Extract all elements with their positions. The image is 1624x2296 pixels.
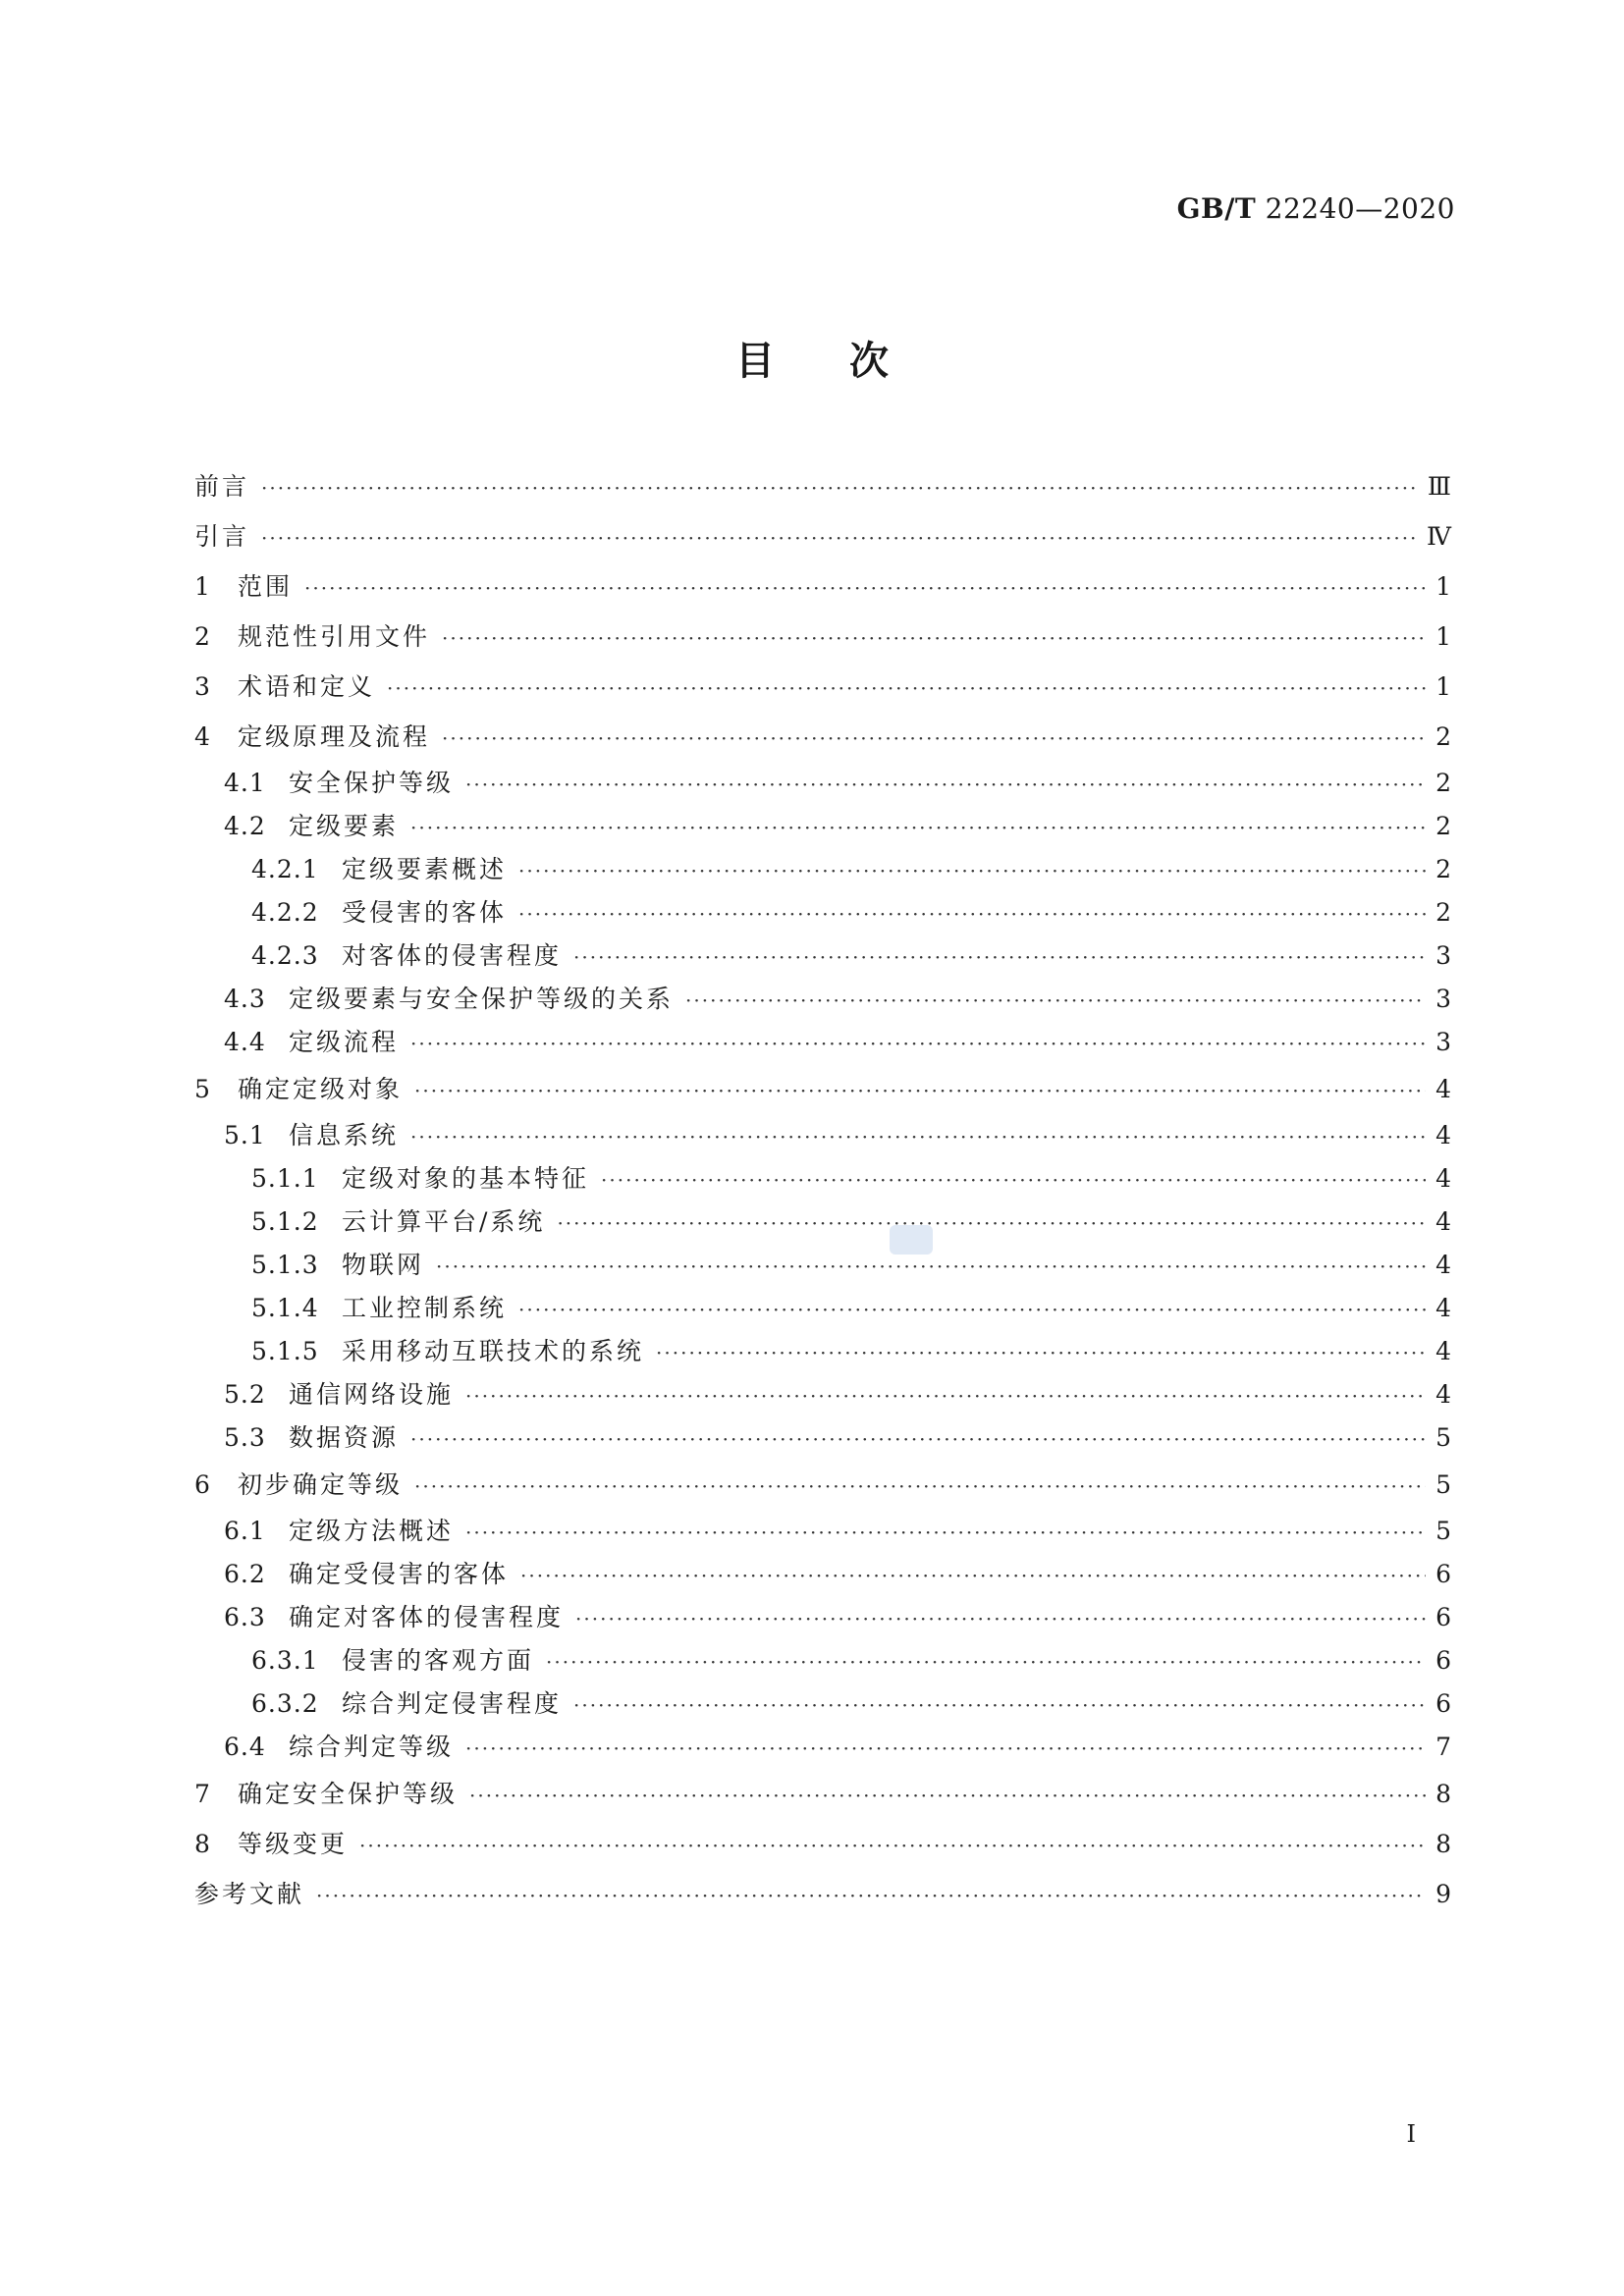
toc-entry-title: 定级流程 bbox=[289, 1028, 400, 1056]
toc-entry[interactable] bbox=[194, 1114, 1451, 1157]
toc-entry-title: 通信网络设施 bbox=[289, 1380, 455, 1409]
toc-leader-dots bbox=[465, 763, 1426, 806]
toc-entry-title: 定级要素概述 bbox=[342, 855, 508, 883]
toc-entry-page: 3 bbox=[1435, 1028, 1451, 1056]
toc-entry-page: 1 bbox=[1435, 672, 1451, 701]
toc-entry-title: 定级对象的基本特征 bbox=[342, 1164, 590, 1193]
toc-entry[interactable] bbox=[194, 1639, 1451, 1682]
toc-entry-title: 参考文献 bbox=[194, 1880, 305, 1908]
toc-entry-title: 确定对客体的侵害程度 bbox=[289, 1603, 565, 1631]
toc-entry-number: 7 bbox=[194, 1780, 211, 1808]
toc-entry-page: 8 bbox=[1435, 1780, 1451, 1808]
toc-leader-dots bbox=[316, 1871, 1426, 1921]
standard-prefix: GB/T bbox=[1176, 192, 1257, 225]
toc-leader-dots bbox=[575, 1597, 1426, 1640]
toc-leader-dots bbox=[410, 1417, 1426, 1461]
toc-entry[interactable] bbox=[194, 1021, 1451, 1064]
toc-entry-page: 4 bbox=[1435, 1121, 1451, 1149]
toc-entry-number: 3 bbox=[194, 672, 211, 701]
toc-entry-number: 6.4 bbox=[224, 1733, 266, 1761]
toc-leader-dots bbox=[387, 664, 1426, 714]
toc-leader-dots bbox=[414, 1462, 1426, 1512]
toc-entry-number: 6.3.2 bbox=[251, 1689, 319, 1718]
toc-leader-dots bbox=[469, 1771, 1426, 1821]
toc-entry-title: 初步确定等级 bbox=[238, 1470, 404, 1499]
toc-entry-number: 5.1 bbox=[224, 1121, 266, 1149]
toc-entry-title: 范围 bbox=[238, 572, 294, 601]
toc-entry-number: 5 bbox=[194, 1075, 211, 1103]
toc-entry-page: 9 bbox=[1435, 1880, 1451, 1908]
toc-entry-page: 5 bbox=[1435, 1423, 1451, 1452]
toc-entry-page: 4 bbox=[1435, 1207, 1451, 1236]
toc-entry[interactable] bbox=[194, 1510, 1451, 1553]
toc-entry-title: 采用移动互联技术的系统 bbox=[342, 1337, 645, 1365]
watermark-mark bbox=[890, 1225, 933, 1255]
toc-entry-page: 2 bbox=[1435, 898, 1451, 927]
toc-entry-number: 4.2.3 bbox=[251, 941, 319, 970]
toc-leader-dots bbox=[465, 1511, 1426, 1554]
toc-leader-dots bbox=[442, 714, 1426, 764]
toc-entry-number: 4.2 bbox=[224, 812, 266, 840]
toc-entry[interactable] bbox=[194, 1682, 1451, 1726]
toc-entry-number: 4 bbox=[194, 722, 211, 751]
toc-entry-number: 4.4 bbox=[224, 1028, 266, 1056]
toc-leader-dots bbox=[601, 1158, 1426, 1201]
toc-leader-dots bbox=[518, 892, 1426, 935]
toc-entry[interactable] bbox=[194, 712, 1451, 762]
toc-entry-page: 5 bbox=[1435, 1470, 1451, 1499]
toc-entry[interactable] bbox=[194, 612, 1451, 662]
toc-entry-page: 6 bbox=[1435, 1689, 1451, 1718]
toc-leader-dots bbox=[261, 463, 1418, 513]
toc-entry[interactable] bbox=[194, 561, 1451, 612]
toc-entry-title: 规范性引用文件 bbox=[238, 622, 431, 651]
toc-entry-title: 确定受侵害的客体 bbox=[289, 1560, 510, 1588]
toc-entry-number: 6.1 bbox=[224, 1517, 266, 1545]
toc-entry[interactable] bbox=[194, 978, 1451, 1021]
toc-entry-number: 6 bbox=[194, 1470, 211, 1499]
toc-entry[interactable] bbox=[194, 511, 1451, 561]
toc-entry-title: 云计算平台/系统 bbox=[342, 1207, 546, 1236]
toc-entry-page: 5 bbox=[1435, 1517, 1451, 1545]
toc-entry[interactable] bbox=[194, 1330, 1451, 1373]
toc-entry-page: 4 bbox=[1435, 1164, 1451, 1193]
toc-entry[interactable] bbox=[194, 1157, 1451, 1201]
toc-leader-dots bbox=[410, 1115, 1426, 1158]
toc-entry[interactable] bbox=[194, 848, 1451, 891]
toc-entry[interactable] bbox=[194, 1416, 1451, 1460]
standard-number bbox=[1177, 192, 1455, 225]
toc-entry-number: 4.2.1 bbox=[251, 855, 319, 883]
toc-entry-title: 确定安全保护等级 bbox=[238, 1780, 459, 1808]
toc-leader-dots bbox=[520, 1554, 1426, 1597]
toc-leader-dots bbox=[304, 563, 1426, 614]
toc-entry-title: 定级要素 bbox=[289, 812, 400, 840]
toc-entry-title: 信息系统 bbox=[289, 1121, 400, 1149]
standard-code: 22240—2020 bbox=[1265, 192, 1455, 225]
toc-entry-number: 5.1.1 bbox=[251, 1164, 319, 1193]
toc-entry-title: 定级原理及流程 bbox=[238, 722, 431, 751]
toc-leader-dots bbox=[465, 1727, 1426, 1770]
toc-leader-dots bbox=[656, 1331, 1426, 1374]
toc-leader-dots bbox=[573, 935, 1426, 979]
toc-entry-page: 6 bbox=[1435, 1603, 1451, 1631]
toc-leader-dots bbox=[573, 1683, 1426, 1727]
toc-entry[interactable] bbox=[194, 1244, 1451, 1287]
toc-entry-page: 2 bbox=[1435, 769, 1451, 797]
toc-entry-number: 4.2.2 bbox=[251, 898, 319, 927]
toc-leader-dots bbox=[557, 1201, 1426, 1245]
toc-entry-title: 术语和定义 bbox=[238, 672, 376, 701]
toc-leader-dots bbox=[518, 1288, 1426, 1331]
toc-entry-number: 6.3 bbox=[224, 1603, 266, 1631]
toc-entry-title: 侵害的客观方面 bbox=[342, 1646, 535, 1675]
toc-entry[interactable] bbox=[194, 805, 1451, 848]
toc-entry-number: 4.3 bbox=[224, 985, 266, 1013]
toc-entry-page: 6 bbox=[1435, 1560, 1451, 1588]
toc-entry[interactable] bbox=[194, 1064, 1451, 1114]
toc-entry-number: 5.3 bbox=[224, 1423, 266, 1452]
toc-entry-title: 前言 bbox=[194, 472, 250, 501]
toc-leader-dots bbox=[465, 1374, 1426, 1417]
toc-entry[interactable] bbox=[194, 662, 1451, 712]
toc-entry[interactable] bbox=[194, 1819, 1451, 1869]
toc-leader-dots bbox=[410, 1022, 1426, 1065]
table-of-contents bbox=[194, 461, 1451, 1919]
toc-entry-page: 2 bbox=[1435, 855, 1451, 883]
toc-entry-number: 8 bbox=[194, 1830, 211, 1858]
toc-entry-page: 8 bbox=[1435, 1830, 1451, 1858]
toc-leader-dots bbox=[414, 1066, 1426, 1116]
toc-entry-page: 2 bbox=[1435, 722, 1451, 751]
toc-entry-number: 6.2 bbox=[224, 1560, 266, 1588]
toc-entry[interactable] bbox=[194, 461, 1451, 511]
toc-entry[interactable] bbox=[194, 1553, 1451, 1596]
toc-entry-title: 受侵害的客体 bbox=[342, 898, 508, 927]
toc-entry-number: 4.1 bbox=[224, 769, 266, 797]
page-title: 目次 bbox=[735, 338, 963, 384]
toc-leader-dots bbox=[261, 513, 1417, 563]
toc-entry[interactable] bbox=[194, 1287, 1451, 1330]
toc-entry-page: 3 bbox=[1435, 941, 1451, 970]
toc-leader-dots bbox=[410, 806, 1426, 849]
toc-entry-page: 4 bbox=[1435, 1337, 1451, 1365]
toc-entry-page: 2 bbox=[1435, 812, 1451, 840]
toc-entry-title: 安全保护等级 bbox=[289, 769, 455, 797]
toc-leader-dots bbox=[518, 849, 1426, 892]
toc-entry-page: 4 bbox=[1435, 1380, 1451, 1409]
toc-entry-title: 综合判定侵害程度 bbox=[342, 1689, 563, 1718]
toc-entry-page: 3 bbox=[1435, 985, 1451, 1013]
toc-entry-page: 1 bbox=[1435, 622, 1451, 651]
toc-entry[interactable] bbox=[194, 891, 1451, 934]
toc-entry-title: 物联网 bbox=[342, 1251, 425, 1279]
toc-entry-title: 确定定级对象 bbox=[238, 1075, 404, 1103]
toc-entry-title: 定级要素与安全保护等级的关系 bbox=[289, 985, 675, 1013]
toc-entry-number: 6.3.1 bbox=[251, 1646, 319, 1675]
toc-entry-number: 5.1.2 bbox=[251, 1207, 319, 1236]
toc-entry-title: 工业控制系统 bbox=[342, 1294, 508, 1322]
toc-entry[interactable] bbox=[194, 934, 1451, 978]
toc-leader-dots bbox=[685, 979, 1426, 1022]
toc-entry-title: 对客体的侵害程度 bbox=[342, 941, 563, 970]
toc-leader-dots bbox=[442, 614, 1426, 664]
toc-entry[interactable] bbox=[194, 1373, 1451, 1416]
toc-entry-number: 2 bbox=[194, 622, 211, 651]
toc-entry[interactable] bbox=[194, 1726, 1451, 1769]
toc-entry-page: Ⅳ bbox=[1427, 522, 1451, 551]
toc-entry-page: 4 bbox=[1435, 1075, 1451, 1103]
toc-entry-number: 5.1.5 bbox=[251, 1337, 319, 1365]
toc-entry-number: 5.2 bbox=[224, 1380, 266, 1409]
toc-entry-title: 定级方法概述 bbox=[289, 1517, 455, 1545]
toc-leader-dots bbox=[359, 1821, 1426, 1871]
toc-entry-title: 等级变更 bbox=[238, 1830, 349, 1858]
toc-entry-page: 1 bbox=[1435, 572, 1451, 601]
page-number: Ⅰ bbox=[1406, 2120, 1416, 2148]
toc-entry-number: 5.1.3 bbox=[251, 1251, 319, 1279]
toc-entry-title: 综合判定等级 bbox=[289, 1733, 455, 1761]
toc-entry-title: 数据资源 bbox=[289, 1423, 400, 1452]
toc-entry[interactable] bbox=[194, 1596, 1451, 1639]
toc-entry-title: 引言 bbox=[194, 522, 250, 551]
toc-entry[interactable] bbox=[194, 1769, 1451, 1819]
toc-entry-page: 6 bbox=[1435, 1646, 1451, 1675]
toc-entry[interactable] bbox=[194, 1460, 1451, 1510]
toc-leader-dots bbox=[546, 1640, 1426, 1683]
toc-entry[interactable] bbox=[194, 762, 1451, 805]
toc-entry[interactable] bbox=[194, 1201, 1451, 1244]
toc-entry-page: Ⅲ bbox=[1427, 472, 1451, 501]
toc-entry-number: 1 bbox=[194, 572, 211, 601]
toc-entry-page: 4 bbox=[1435, 1251, 1451, 1279]
toc-entry-page: 7 bbox=[1435, 1733, 1451, 1761]
toc-entry-page: 4 bbox=[1435, 1294, 1451, 1322]
toc-entry[interactable] bbox=[194, 1869, 1451, 1919]
toc-entry-number: 5.1.4 bbox=[251, 1294, 319, 1322]
